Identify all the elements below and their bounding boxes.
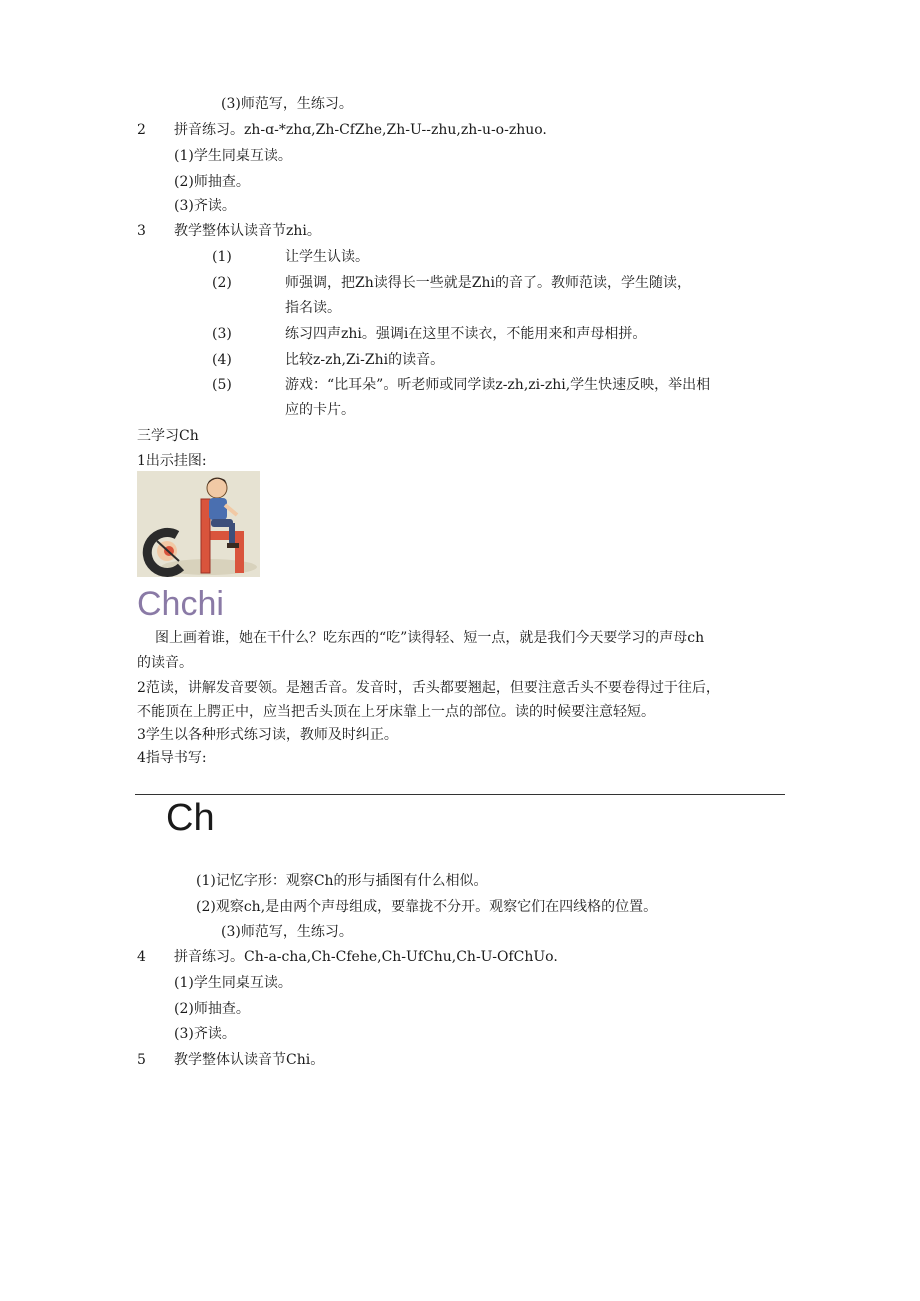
- item-number: 5: [137, 1052, 146, 1068]
- step-text: 比较z-zh,Zi-Zhi的读音。: [285, 352, 445, 368]
- sub-item: (2)师抽查。: [174, 1001, 250, 1017]
- paragraph-cont: 不能顶在上腭正中，应当把舌头顶在上牙床靠上一点的部位。读的时候要注意轻短。: [137, 704, 655, 720]
- step-number: (5): [212, 377, 232, 393]
- item-number: 4: [137, 949, 146, 965]
- write-letter: Ch: [166, 797, 215, 839]
- step-text: 练习四声zhi。强调i在这里不读衣，不能用来和声母相拼。: [285, 326, 647, 342]
- item-number: 2: [137, 122, 146, 138]
- item-number: 3: [137, 223, 146, 239]
- syllable-chi-title: 教学整体认读音节Chi。: [174, 1052, 325, 1068]
- show-picture-label: 1出示挂图:: [137, 453, 207, 469]
- step-3-write: (3)师范写，生练习。: [221, 96, 353, 112]
- syllable-zhi-title: 教学整体认读音节zhi。: [174, 223, 321, 239]
- pinyin-practice-zh: 拼音练习。zh-ɑ-*zhɑ,Zh-CfZhe,Zh-U--zhu,zh-u-o-zhuo.: [174, 122, 547, 138]
- step-text-cont: 应的卡片。: [285, 402, 355, 418]
- step-text-cont: 指名读。: [285, 300, 341, 316]
- step-text: 游戏：“比耳朵”。听老师或同学读z-zh,zi-zhi,学生快速反映，举出相: [285, 377, 711, 393]
- step-text: 师强调，把Zh读得长一些就是Zhi的音了。教师范读，学生随读，: [285, 275, 691, 291]
- paragraph-cont: 的读音。: [137, 655, 193, 671]
- paragraph: 2范读，讲解发音要领。是翘舌音。发音时，舌头都要翘起，但要注意舌头不要卷得过于往后，: [137, 680, 720, 696]
- paragraph: 3学生以各种形式练习读，教师及时纠正。: [137, 727, 398, 743]
- memo-item: (3)师范写，生练习。: [221, 924, 353, 940]
- paragraph: 图上画着谁，她在干什么？吃东西的“吃”读得轻、短一点，就是我们今天要学习的声母ch: [155, 630, 705, 646]
- memo-item: (2)观察ch,是由两个声母组成，要靠拢不分开。观察它们在四线格的位置。: [196, 899, 658, 915]
- step-number: (1): [212, 249, 232, 265]
- sub-item: (1)学生同桌互读。: [174, 975, 292, 991]
- section-heading: 三学习Ch: [137, 428, 199, 444]
- sub-item: (2)师抽查。: [174, 174, 250, 190]
- writing-line: [135, 794, 785, 795]
- sub-item: (3)齐读。: [174, 198, 236, 214]
- step-text: 让学生认读。: [285, 249, 369, 265]
- step-number: (2): [212, 275, 232, 291]
- step-number: (3): [212, 326, 232, 342]
- paragraph: 4指导书写:: [137, 750, 207, 766]
- memo-item: (1)记忆字形：观察Ch的形与插图有什么相似。: [196, 873, 488, 889]
- sub-item: (1)学生同桌互读。: [174, 148, 292, 164]
- step-number: (4): [212, 352, 232, 368]
- pinyin-practice-ch: 拼音练习。Ch-a-cha,Ch-Cfehe,Ch-UfChu,Ch-U-OfChUo.: [174, 949, 558, 965]
- sub-item: (3)齐读。: [174, 1026, 236, 1042]
- big-letter-label: Chchi: [137, 585, 224, 623]
- ch-illustration: [137, 471, 260, 577]
